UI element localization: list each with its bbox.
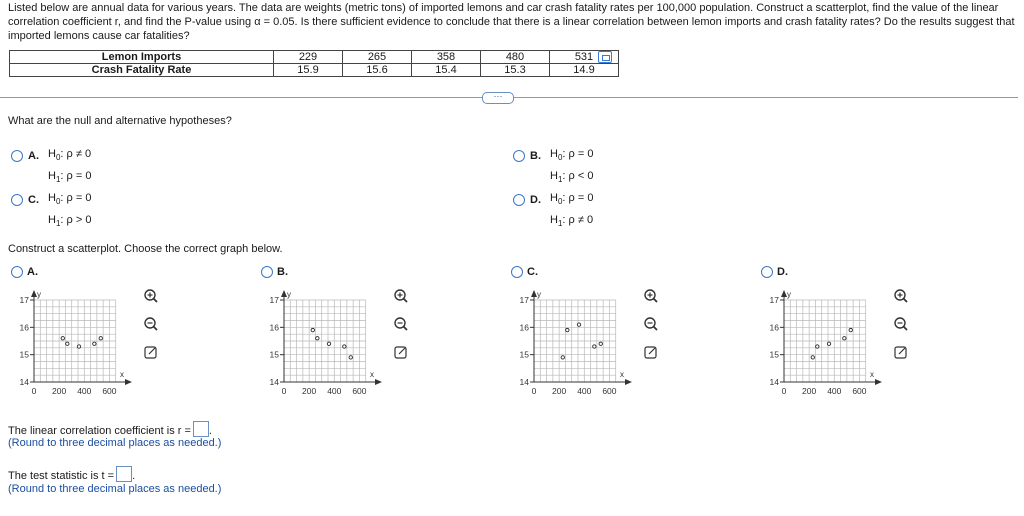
y-tick-label: 14 (769, 377, 779, 387)
x-axis-arrow (375, 379, 382, 385)
data-point (61, 337, 64, 340)
zoom-in-icon[interactable] (145, 290, 157, 302)
x-tick-label: 200 (552, 386, 567, 396)
data-point (561, 356, 564, 359)
data-point (566, 328, 569, 331)
r-rounding-note: (Round to three decimal places as needed.) (8, 437, 222, 449)
zoom-in-handle (654, 299, 658, 303)
table-cell: 15.3 (481, 64, 550, 77)
radio-scatter-c[interactable] (511, 266, 523, 278)
data-point (577, 323, 580, 326)
table-cell: 15.4 (412, 64, 481, 77)
scatter-prompt: Construct a scatterplot. Choose the correct graph below. (8, 243, 283, 255)
y-tick-label: 14 (269, 377, 279, 387)
h0-value: ρ = 0 (568, 148, 594, 160)
h1-value: ρ ≠ 0 (568, 214, 594, 227)
radio-scatter-d[interactable] (761, 266, 773, 278)
zoom-out-icon[interactable] (145, 318, 157, 330)
x-tick-label: 600 (852, 386, 867, 396)
table-cell: 15.6 (343, 64, 412, 77)
data-point (593, 345, 596, 348)
y-axis-label: y (37, 290, 41, 299)
x-axis-label: x (370, 370, 374, 379)
x-tick-label: 0 (531, 386, 537, 396)
data-point (99, 337, 102, 340)
x-axis-label: x (120, 370, 124, 379)
r-question (8, 421, 212, 437)
radio-option-d[interactable] (513, 194, 525, 206)
x-axis-arrow (875, 379, 882, 385)
more-button[interactable]: ··· (482, 92, 514, 104)
option-letter: A. (28, 150, 39, 162)
zoom-in-icon[interactable] (645, 290, 657, 302)
data-table (9, 50, 619, 77)
data-point (343, 345, 346, 348)
x-tick-label: 400 (327, 386, 342, 396)
scatter-option-label: A. (27, 266, 38, 278)
h0-value: ρ = 0 (568, 192, 594, 204)
zoom-in-handle (404, 299, 408, 303)
option-letter: B. (530, 150, 541, 162)
y-tick-label: 17 (769, 295, 779, 305)
t-rounding-note: (Round to three decimal places as needed.) (8, 483, 222, 495)
zoom-out-handle (654, 327, 658, 331)
scatter-option-label: D. (777, 266, 788, 278)
scatterplot-svg (500, 282, 670, 402)
x-axis-arrow (625, 379, 632, 385)
t-prompt: The test statistic is t = (8, 470, 115, 482)
expand-icon[interactable] (895, 347, 906, 358)
h1-value: ρ > 0 (66, 214, 92, 227)
y-tick-label: 16 (19, 322, 29, 333)
table-row (10, 64, 619, 77)
scatter-option-label: B. (277, 266, 288, 278)
y-tick-label: 17 (269, 295, 279, 305)
question-intro: Listed below are annual data for various years. The data are weights (metric tons) of imported lemons and car crash fatality rates per 100,000 population. Construct a scatterplot, find the value of the linear correlation coefficient r, and find the P-value using α = 0.05. Is there sufficient evidence to conclude that there is a linear correlation between lemon imports and crash fatality rates? Do the results suggest that imported lemons cause car fatalities? (8, 2, 1015, 42)
option-letter: C. (28, 194, 39, 206)
y-tick-label: 14 (519, 377, 529, 387)
zoom-out-icon[interactable] (395, 318, 407, 330)
data-point (316, 337, 319, 340)
x-tick-label: 400 (77, 386, 92, 396)
scatter-option-label: C. (527, 266, 538, 278)
data-point (311, 328, 314, 331)
x-axis-label: x (620, 370, 624, 379)
radio-scatter-a[interactable] (11, 266, 23, 278)
h1-value: ρ = 0 (66, 170, 92, 183)
y-axis-label: y (787, 290, 791, 299)
x-tick-label: 200 (802, 386, 817, 396)
x-tick-label: 600 (352, 386, 367, 396)
row-header-crash-fatality: Crash Fatality Rate (10, 64, 274, 77)
hypotheses-prompt: What are the null and alternative hypotheses? (8, 115, 232, 127)
scatterplot-d[interactable] (750, 282, 920, 405)
x-tick-label: 400 (577, 386, 592, 396)
x-tick-label: 200 (52, 386, 67, 396)
zoom-out-icon[interactable] (895, 318, 907, 330)
table-cell: 531 (550, 51, 619, 64)
x-axis-arrow (125, 379, 132, 385)
y-tick-label: 16 (269, 322, 279, 333)
data-point (599, 342, 602, 345)
y-tick-label: 15 (519, 349, 529, 360)
data-point (349, 356, 352, 359)
expand-icon[interactable] (645, 347, 656, 358)
expand-icon[interactable] (145, 347, 156, 358)
data-point (849, 328, 852, 331)
y-tick-label: 15 (19, 349, 29, 360)
x-tick-label: 600 (602, 386, 617, 396)
data-point (77, 345, 80, 348)
x-axis-label: x (870, 370, 874, 379)
table-cell: 229 (274, 51, 343, 64)
radio-option-a[interactable] (11, 150, 23, 162)
x-tick-label: 600 (102, 386, 117, 396)
r-prompt: The linear correlation coefficient is r = (8, 425, 191, 437)
hypothesis-text: $H_0$: ρ = 0 $H_1$: ρ > 0 (48, 192, 92, 229)
row-header-lemon-imports: Lemon Imports (10, 51, 274, 64)
y-tick-label: 17 (519, 295, 529, 305)
radio-option-c[interactable] (11, 194, 23, 206)
zoom-out-handle (904, 327, 908, 331)
table-cell: 265 (343, 51, 412, 64)
period: . (132, 470, 136, 482)
zoom-out-handle (154, 327, 158, 331)
y-tick-label: 16 (769, 322, 779, 333)
hypothesis-text: $H_0$: ρ = 0 $H_1$: ρ < 0 (550, 148, 594, 185)
t-question (8, 466, 135, 482)
copy-data-icon[interactable] (598, 51, 612, 63)
t-input[interactable] (116, 466, 132, 482)
scatterplot-svg (0, 282, 170, 402)
x-tick-label: 200 (302, 386, 317, 396)
data-point (93, 342, 96, 345)
hypothesis-text: $H_0$: ρ = 0 $H_1$: ρ ≠ 0 (550, 192, 594, 229)
scatterplot-b[interactable] (250, 282, 420, 405)
x-tick-label: 0 (281, 386, 287, 396)
radio-option-b[interactable] (513, 150, 525, 162)
data-point (811, 356, 814, 359)
y-tick-label: 15 (769, 349, 779, 360)
data-point (66, 342, 69, 345)
period: . (208, 425, 212, 437)
scatterplot-svg (750, 282, 920, 402)
data-point (816, 345, 819, 348)
zoom-in-handle (154, 299, 158, 303)
h1-value: ρ < 0 (568, 170, 594, 183)
h0-value: ρ = 0 (66, 192, 92, 204)
x-tick-label: 0 (781, 386, 787, 396)
zoom-in-icon[interactable] (895, 290, 907, 302)
y-axis-label: y (287, 290, 291, 299)
data-point (327, 342, 330, 345)
x-tick-label: 0 (31, 386, 37, 396)
h0-value: ρ ≠ 0 (66, 148, 92, 160)
data-point (827, 342, 830, 345)
r-input[interactable] (193, 421, 209, 437)
data-point (843, 337, 846, 340)
y-tick-label: 16 (519, 322, 529, 333)
table-cell: 14.9 (550, 64, 619, 77)
scatterplot-a[interactable] (0, 282, 170, 405)
table-cell: 15.9 (274, 64, 343, 77)
y-tick-label: 15 (269, 349, 279, 360)
scatterplot-c[interactable] (500, 282, 670, 405)
zoom-in-icon[interactable] (395, 290, 407, 302)
hypothesis-text: $H_0$: ρ ≠ 0 $H_1$: ρ = 0 (48, 148, 92, 185)
zoom-out-icon[interactable] (645, 318, 657, 330)
zoom-out-handle (404, 327, 408, 331)
option-letter: D. (530, 194, 541, 206)
expand-icon[interactable] (395, 347, 406, 358)
x-tick-label: 400 (827, 386, 842, 396)
radio-scatter-b[interactable] (261, 266, 273, 278)
y-tick-label: 14 (19, 377, 29, 387)
scatterplot-svg (250, 282, 420, 402)
table-cell: 358 (412, 51, 481, 64)
table-row (10, 51, 619, 64)
table-cell: 480 (481, 51, 550, 64)
y-axis-label: y (537, 290, 541, 299)
zoom-in-handle (904, 299, 908, 303)
y-tick-label: 17 (19, 295, 29, 305)
